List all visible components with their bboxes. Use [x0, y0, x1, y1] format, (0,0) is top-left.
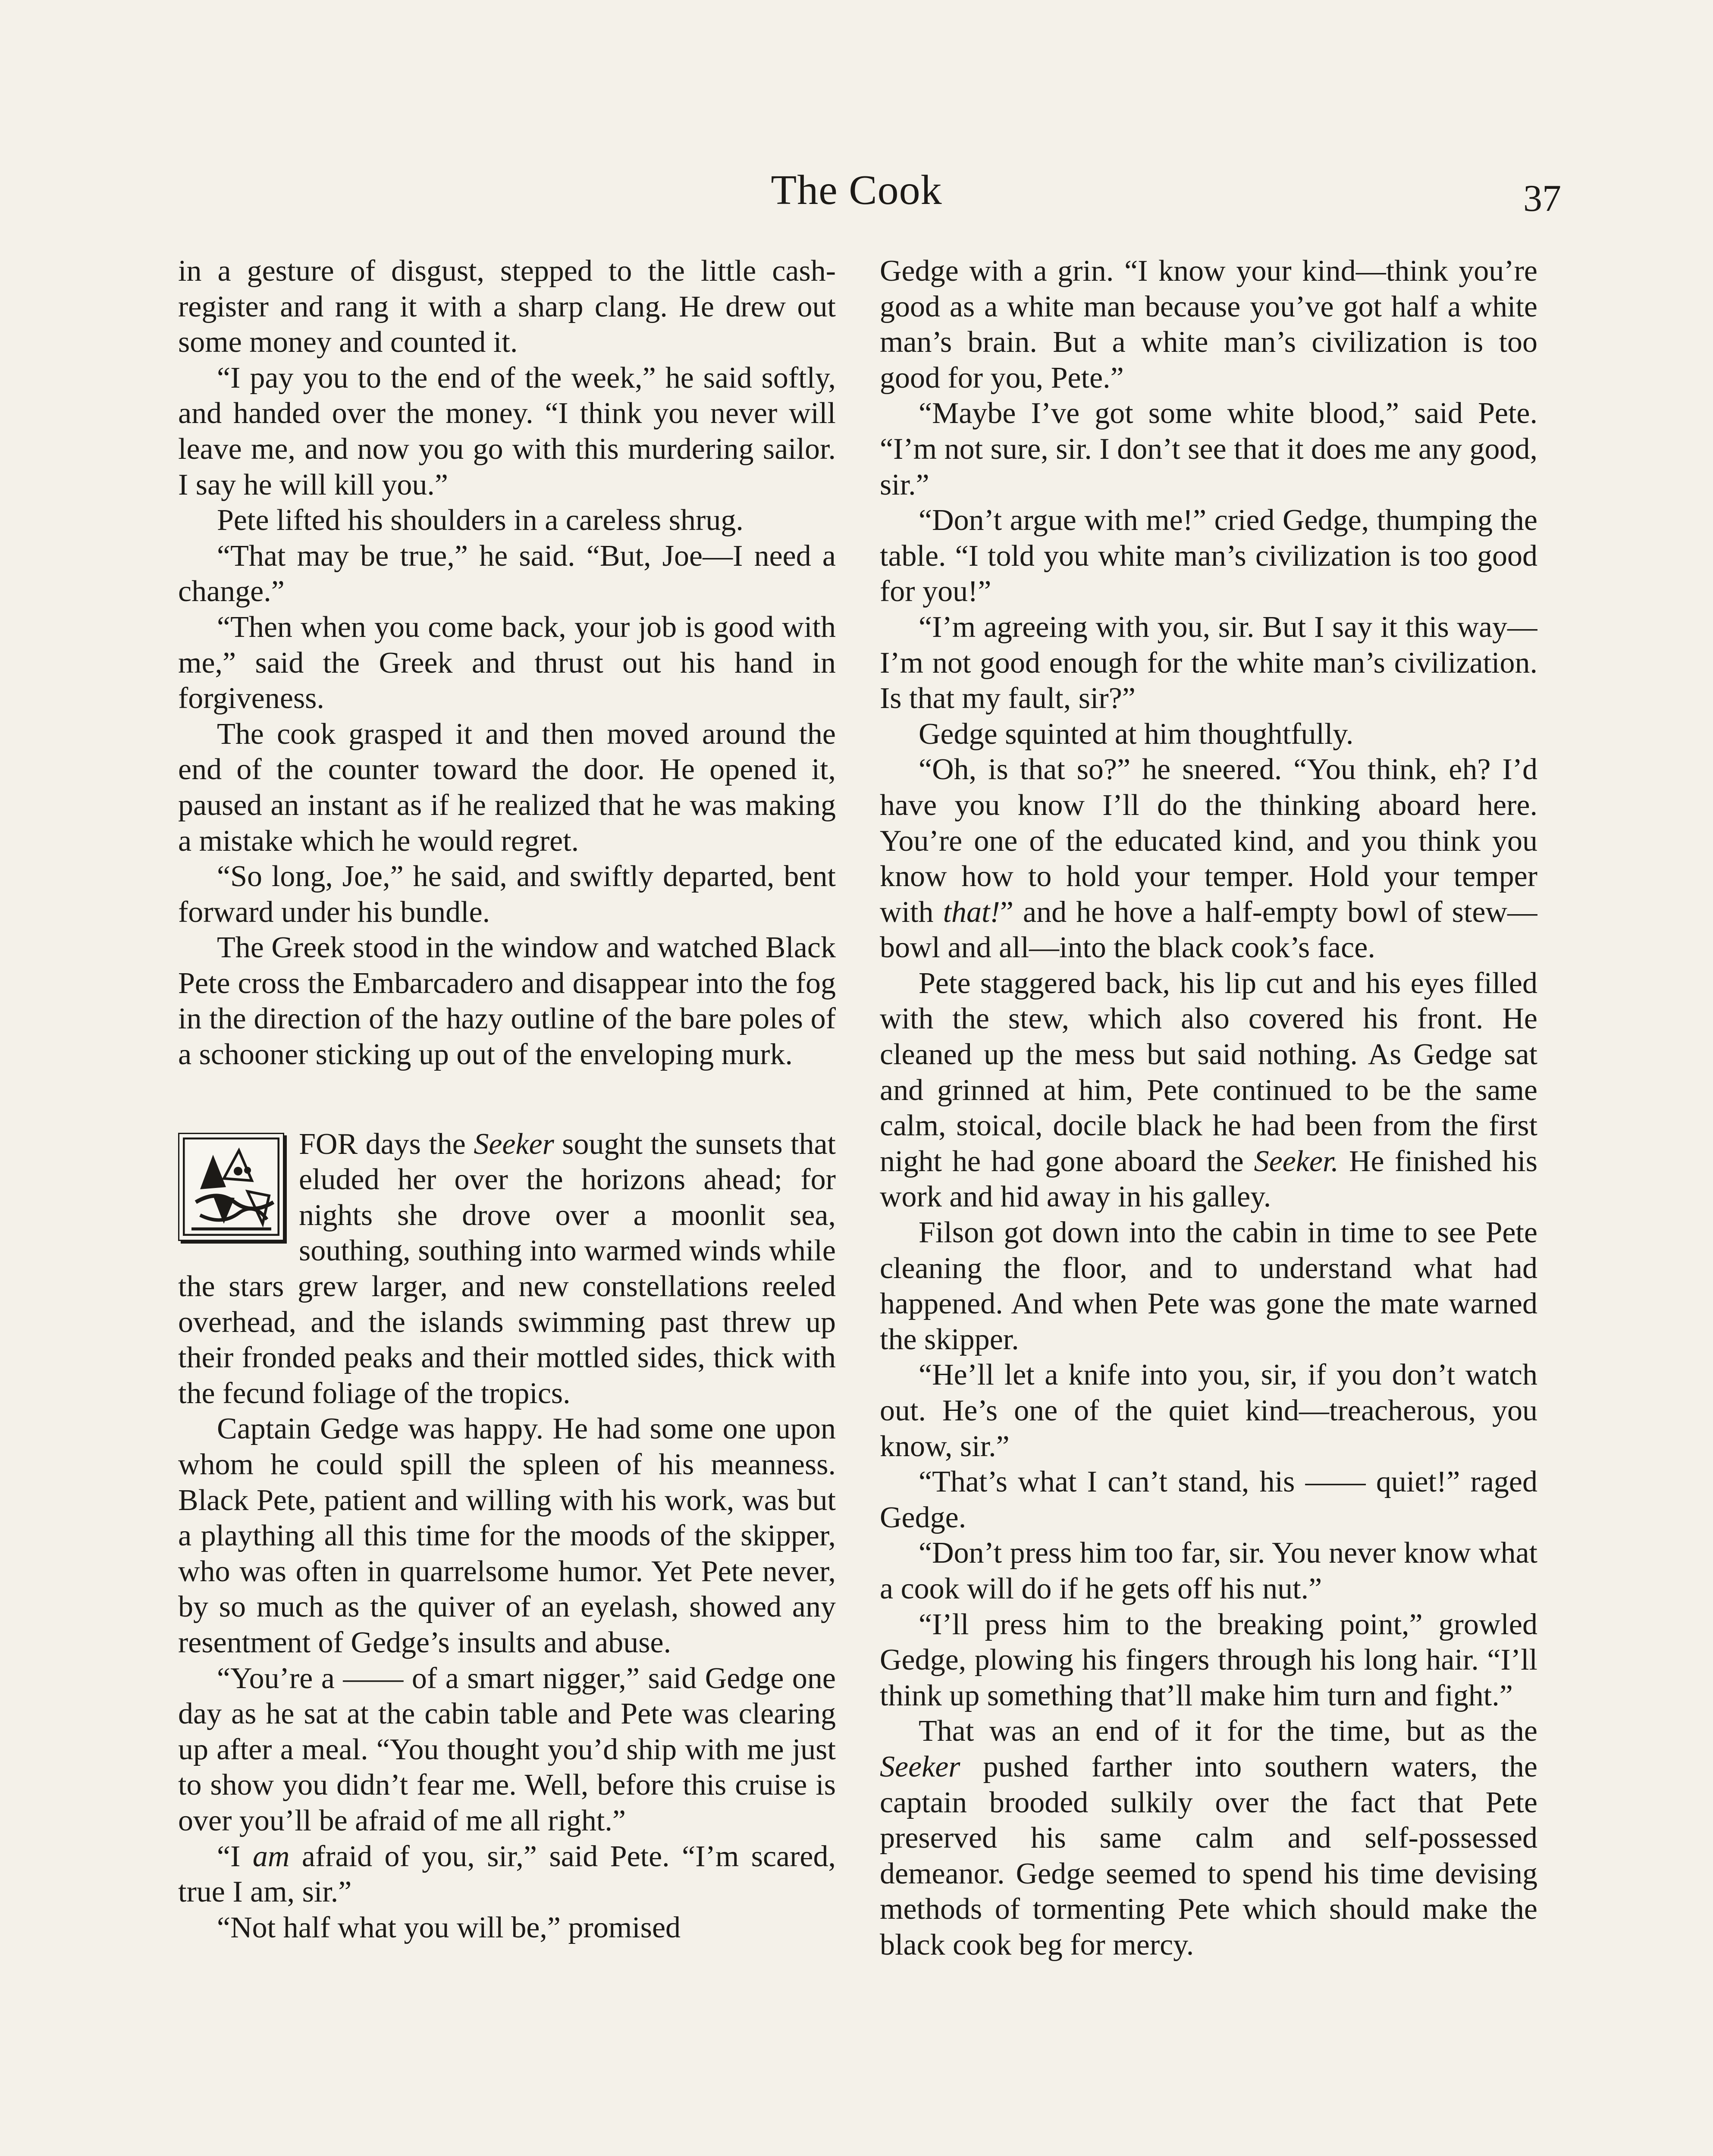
paragraph: “Not half what you will be,” promised — [217, 1911, 681, 1944]
paragraph: Gedge with a grin. “I know your kind—think you’re good as a white man because you’ve got half a white man’s brain. But a white man’s civilization is too good for you, Pete.” — [880, 254, 1537, 395]
paragraph: “I’m agreeing with you, sir. But I say it this way—I’m not good enough for the white man’s civilization. Is that my fault, sir?” — [880, 610, 1537, 715]
ship-name: Seeker — [880, 1750, 960, 1783]
left-column — [178, 254, 836, 2156]
paragraph-text: ” and he hove a half-empty bowl of stew—bowl and all—into the black cook’s face. — [880, 895, 1537, 965]
right-column — [880, 254, 1537, 2156]
ship-name: Seeker. — [1254, 1144, 1339, 1178]
paragraph-text: pushed farther into southern waters, the captain brooded sulkily over the fact that Pete preserved his same calm and self-possessed demeanor. Gedge seemed to spend his time devising methods of tormenting Pete which should make the black cook beg for mercy. — [880, 1750, 1537, 1962]
paragraph-text: “I — [217, 1839, 253, 1873]
paragraph — [178, 1839, 836, 1910]
paragraph: “You’re a —— of a smart nigger,” said Gedge one day as he sat at the cabin table and Pete was clearing up after a meal. “You thought you’d ship with me just to show you didn’t fear me. Well, before this cruise is over you’ll be afraid of me all right.” — [178, 1661, 836, 1837]
paragraph: in a gesture of disgust, stepped to the little cash-register and rang it with a sharp clang. He drew out some money and counted it. — [178, 254, 836, 359]
paragraph: “Don’t argue with me!” cried Gedge, thumping the table. “I told you white man’s civilization is too good for you!” — [880, 504, 1537, 608]
paragraph-text: “Oh, is that so?” he sneered. “You think, eh? I’d have you know I’ll do the thinking aboard here. You’re one of the educated kind, and you think you know how to hold your temper. Hold your temper with — [880, 753, 1537, 929]
paragraph: Filson got down into the cabin in time to see Pete cleaning the floor, and to understand what had happened. And when Pete was gone the mate warned the skipper. — [880, 1216, 1537, 1356]
paragraph: “Maybe I’ve got some white blood,” said Pete. “I’m not sure, sir. I don’t see that it does me any good, sir.” — [880, 397, 1537, 501]
running-head: The Cook — [771, 167, 942, 213]
paragraph — [880, 966, 1537, 1215]
paragraph: “I pay you to the end of the week,” he said softly, and handed over the money. “I think you never will leave me, and now you go with this murdering sailor. I say he will kill you.” — [178, 361, 836, 501]
paragraph-text: afraid of you, sir,” said Pete. “I’m scared, true I am, sir.” — [178, 1839, 836, 1909]
sailor-vignette-icon — [183, 1138, 279, 1236]
decorative-initial-illustration-icon — [178, 1133, 284, 1241]
emphasis: am — [252, 1839, 290, 1873]
paragraph: “That’s what I can’t stand, his —— quiet!” raged Gedge. — [880, 1465, 1537, 1534]
paragraph: Captain Gedge was happy. He had some one upon whom he could spill the spleen of his meanness. Black Pete, patient and willing with his work, was but a plaything all this time for the moods of the skipper, who was often in quarrelsome humor. Yet Pete never, by so much as the quiver of an eyelash, showed any resentment of Gedge’s insults and abuse. — [178, 1412, 836, 1659]
paragraph: “Then when you come back, your job is good with me,” said the Greek and thrust out his hand in forgiveness. — [178, 610, 836, 715]
paragraph: “Don’t press him too far, sir. You never know what a cook will do if he gets off his nut.” — [880, 1536, 1537, 1605]
paragraph: Pete lifted his shoulders in a careless shrug. — [217, 504, 744, 537]
paragraph: “He’ll let a knife into you, sir, if you don’t watch out. He’s one of the quiet kind—treacherous, you know, sir.” — [880, 1358, 1537, 1463]
paragraph-text: That was an end of it for the time, but as the — [919, 1714, 1537, 1748]
paragraph: The cook grasped it and then moved around the end of the counter toward the door. He opened it, paused an instant as if he realized that he was making a mistake which he would regret. — [178, 717, 836, 858]
ship-name: Seeker — [474, 1127, 554, 1161]
page-number: 37 — [1523, 178, 1561, 219]
paragraph-text: He finished his work and hid away in his galley. — [880, 1144, 1537, 1214]
paragraph-text: sought the sunsets that eluded her over the horizons ahead; for nights she drove over a moonlit sea, southing, southing into warmed winds while the stars grew larger, and new constellations reeled overhead, and the islands swimming past threw up their fronded peaks and their mottled sides, thick with the fecund foliage of the tropics. — [178, 1127, 836, 1410]
section-opening-paragraph — [178, 1127, 836, 1412]
paragraph: “So long, Joe,” he said, and swiftly departed, bent forward under his bundle. — [178, 860, 836, 929]
paragraph — [880, 1714, 1537, 1963]
paragraph: “That may be true,” he said. “But, Joe—I need a change.” — [178, 539, 836, 608]
paragraph-text: FOR days the — [299, 1127, 474, 1161]
emphasis: that! — [943, 895, 1000, 929]
paragraph: Gedge squinted at him thoughtfully. — [919, 717, 1354, 751]
paragraph — [880, 752, 1537, 966]
paragraph: The Greek stood in the window and watched Black Pete cross the Embarcadero and disappear into the fog in the direction of the hazy outline of the bare poles of a schooner sticking up out of the enveloping murk. — [178, 931, 836, 1072]
paragraph: “I’ll press him to the breaking point,” growled Gedge, plowing his fingers through his long hair. “I’ll think up something that’ll make him turn and fight.” — [880, 1608, 1537, 1712]
paragraph-text: Pete staggered back, his lip cut and his eyes filled with the stew, which also covered his front. He cleaned up the mess but said nothing. As Gedge sat and grinned at him, Pete continued to be the same calm, stoical, docile black he had been from the first night he had gone aboard the — [880, 966, 1537, 1178]
